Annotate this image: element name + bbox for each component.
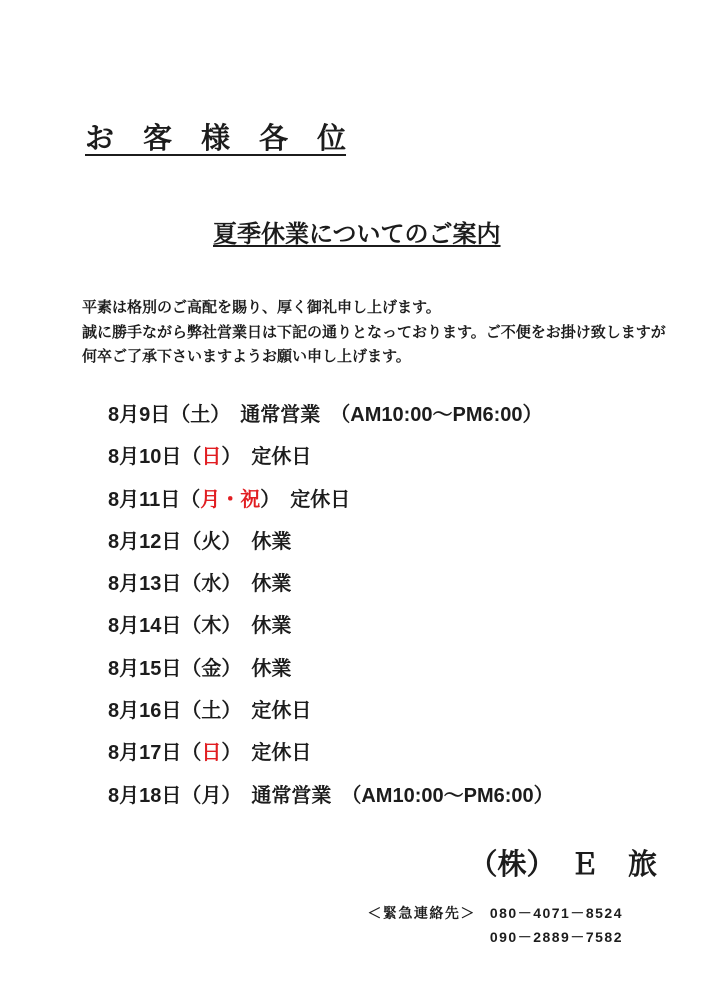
schedule-row bbox=[108, 563, 554, 605]
schedule-text: 8月16日（土） 定休日 bbox=[108, 700, 312, 723]
schedule-row bbox=[108, 690, 554, 732]
schedule-row bbox=[108, 394, 554, 436]
schedule-row bbox=[108, 521, 554, 563]
schedule-row bbox=[108, 732, 554, 774]
company-signature: （株） Ｅ 旅 bbox=[468, 849, 657, 881]
schedule-text: ） 定休日 bbox=[260, 488, 351, 511]
schedule-text: 8月12日（火） 休業 bbox=[108, 530, 292, 553]
schedule-text: ） 定休日 bbox=[221, 742, 312, 765]
schedule-text: ） 定休日 bbox=[221, 446, 312, 469]
business-day-schedule bbox=[108, 394, 554, 817]
schedule-text: 8月14日（木） 休業 bbox=[108, 615, 292, 638]
schedule-text: 8月15日（金） 休業 bbox=[108, 657, 292, 680]
emergency-phone-2: 090－2889－7582 bbox=[489, 929, 623, 945]
schedule-text: 8月10日（ bbox=[108, 446, 202, 469]
schedule-row bbox=[108, 605, 554, 647]
greeting-line-3: 何卒ご了承下さいますようお願い申し上げます。 bbox=[82, 348, 411, 365]
schedule-text: 8月9日（土） 通常営業 （AM10:00～PM6:00） bbox=[108, 404, 543, 426]
schedule-row bbox=[108, 648, 554, 690]
page-title: 夏季休業についてのご案内 bbox=[213, 221, 501, 248]
schedule-text: 8月18日（月） 通常営業 （AM10:00～PM6:00） bbox=[108, 784, 554, 807]
emergency-contact-label: ＜緊急連絡先＞ bbox=[367, 905, 476, 921]
schedule-row bbox=[108, 436, 554, 478]
schedule-red-text: 日 bbox=[201, 446, 222, 469]
schedule-text: 8月13日（水） 休業 bbox=[108, 573, 292, 596]
schedule-row bbox=[108, 479, 554, 521]
schedule-row bbox=[108, 775, 554, 817]
greeting-line-1: 平素は格別のご高配を賜り、厚く御礼申し上げます。 bbox=[82, 299, 441, 316]
greeting-line-2: 誠に勝手ながら弊社営業日は下記の通りとなっております。ご不便をお掛け致しますが bbox=[82, 323, 666, 341]
schedule-text: 8月17日（ bbox=[108, 742, 202, 765]
emergency-contact-line-1 bbox=[367, 901, 623, 925]
recipient-line: お 客 様 各 位 bbox=[85, 123, 347, 155]
greeting-paragraph bbox=[82, 296, 666, 370]
schedule-red-text: 日 bbox=[201, 742, 222, 765]
emergency-phone-1: 080－4071－8524 bbox=[489, 905, 623, 921]
schedule-red-text: 月・祝 bbox=[200, 488, 261, 511]
schedule-text: 8月11日（ bbox=[108, 488, 201, 511]
emergency-contact-block bbox=[367, 901, 623, 949]
